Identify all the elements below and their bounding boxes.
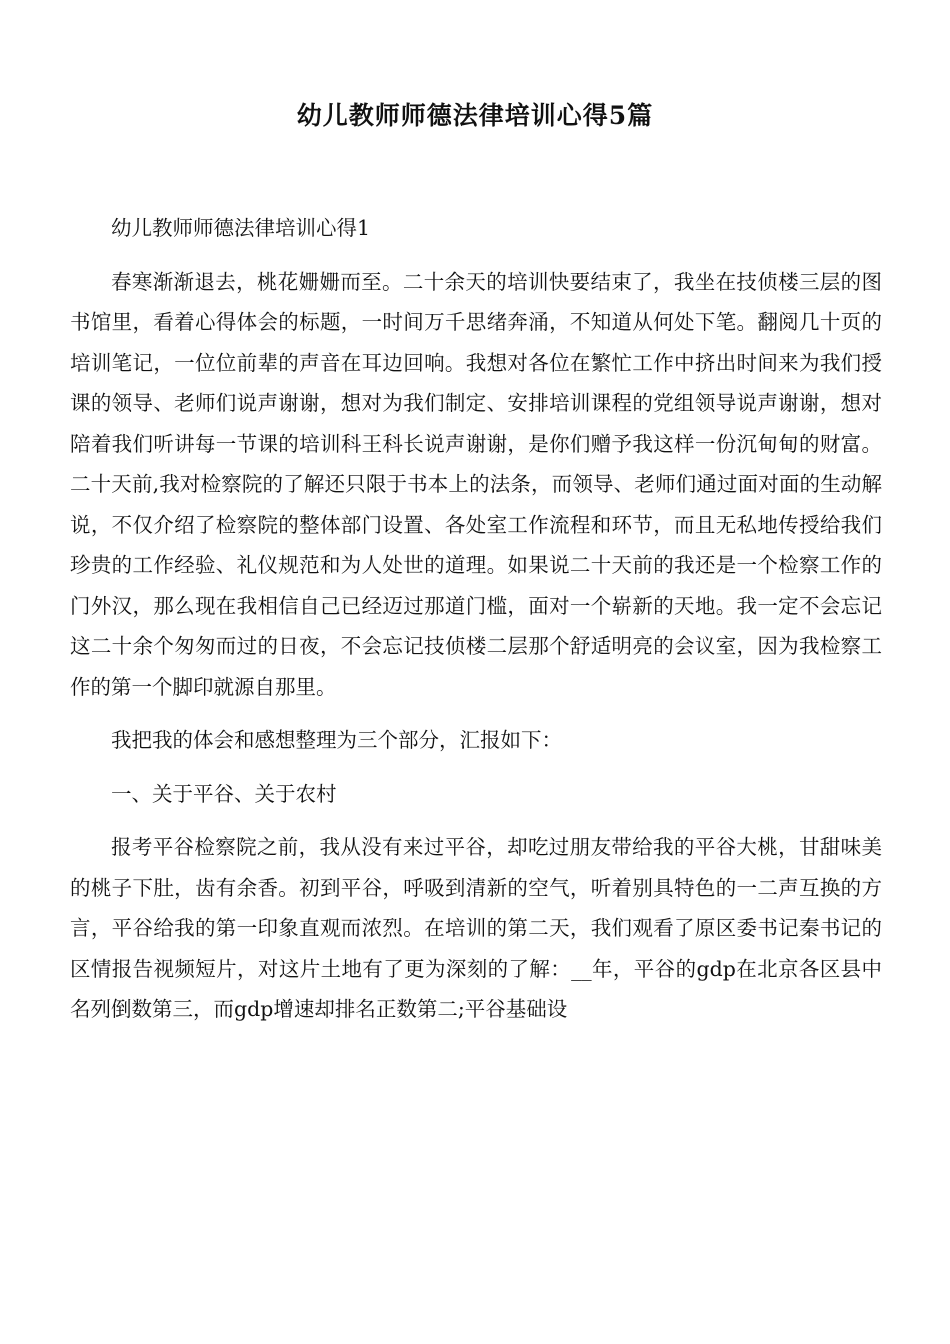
paragraph: 我把我的体会和感想整理为三个部分，汇报如下： [111, 728, 562, 752]
paragraph: 春寒渐渐退去，桃花姗姗而至。二十余天的培训快要结束了，我坐在技侦楼三层的图书馆里，看着心得体会的标题，一时间万千思绪奔涌，不知道从何处下笔。翻阅几十页的培训笔记，一位位前辈的声音在耳边回响。我想对各位在繁忙工作中挤出时间来为我们授课的领导、老师们说声谢谢，想对为我们制定、安排培训课程的党组领导说声谢谢，想对陪着我们听讲每一节课的培训科王科长说声谢谢，是你们赠予我这样一份沉甸甸的财富。二十天前,我对检察院的了解还只限于书本上的法条，而领导、老师们通过面对面的生动解说，不仅介绍了检察院的整体部门设置、各处室工作流程和环节，而且无私地传授给我们珍贵的工作经验、礼仪规范和为人处世的道理。如果说二十天前的我还是一个检察工作的门外汉，那么现在我相信自己已经迈过那道门槛，面对一个崭新的天地。我一定不会忘记这二十余个匆匆而过的日夜，不会忘记技侦楼二层那个舒适明亮的会议室，因为我检察工作的第一个脚印就源自那里。 [70, 269, 882, 699]
paragraph: 报考平谷检察院之前，我从没有来过平谷，却吃过朋友带给我的平谷大桃，甘甜味美的桃子下肚，齿有余香。初到平谷，呼吸到清新的空气，听着别具特色的一二声互换的方言，平谷给我的第一印象直观而浓烈。在培训的第二天，我们观看了原区委书记秦书记的区情报告视频短片，对这片土地有了更为深刻的了解：__年，平谷的gdp在北京各区县中名列倒数第三，而gdp增速却排名正数第二;平谷基础设 [70, 835, 882, 1021]
section-heading: 幼儿教师师德法律培训心得1 [111, 216, 371, 240]
document-title: 幼儿教师师德法律培训心得5篇 [296, 101, 654, 130]
section-heading: 一、关于平谷、关于农村 [111, 781, 337, 806]
document-body [70, 208, 882, 1043]
